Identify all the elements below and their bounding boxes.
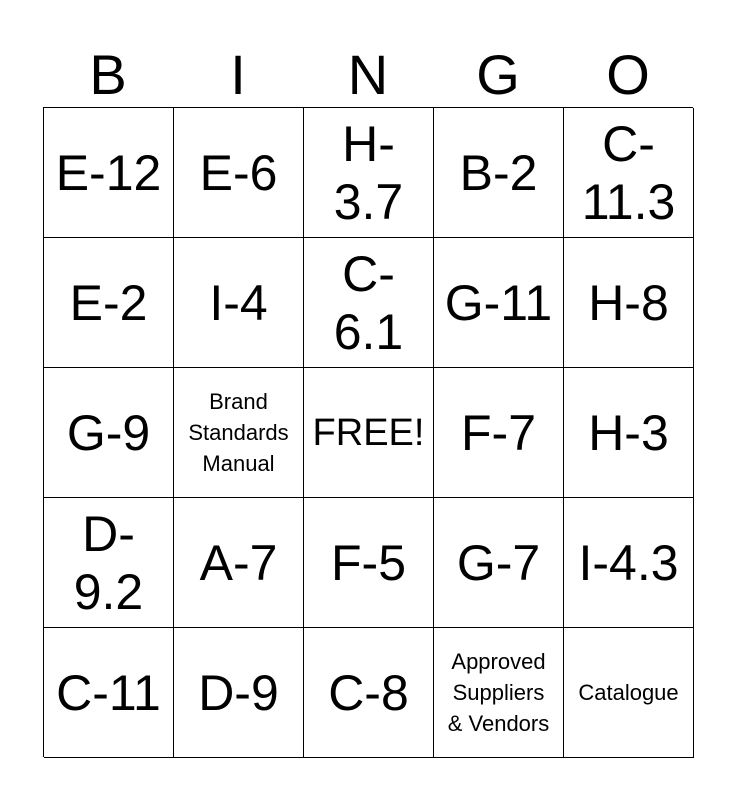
cell-label: C- 11.3 — [581, 115, 676, 230]
cell-label: H- 3.7 — [333, 115, 404, 230]
cell-label: G-9 — [66, 404, 151, 461]
bingo-cell-r5-c3[interactable] — [304, 628, 434, 758]
bingo-cell-r2-c5[interactable] — [564, 238, 694, 368]
cell-label: H-8 — [588, 274, 669, 331]
bingo-cell-r4-c5[interactable] — [564, 498, 694, 628]
bingo-cell-r1-c5[interactable] — [564, 108, 694, 238]
cell-label: E-6 — [199, 144, 278, 201]
cell-label: Brand Standards Manual — [188, 389, 289, 476]
cell-label: Catalogue — [578, 680, 679, 705]
bingo-cell-r2-c4[interactable] — [434, 238, 564, 368]
cell-label: Approved Suppliers & Vendors — [447, 649, 550, 736]
cell-label: D-9 — [198, 664, 279, 721]
bingo-cell-r4-c2[interactable] — [174, 498, 304, 628]
bingo-cell-r1-c3[interactable] — [304, 108, 434, 238]
cell-label: G-7 — [456, 534, 541, 591]
bingo-cell-r1-c2[interactable] — [174, 108, 304, 238]
free-space-label: FREE! — [312, 411, 425, 454]
bingo-cell-r3-c4[interactable] — [434, 368, 564, 498]
cell-label: E-12 — [55, 144, 162, 201]
bingo-cell-r4-c3[interactable] — [304, 498, 434, 628]
cell-label: B-2 — [459, 144, 538, 201]
bingo-cell-r1-c4[interactable] — [434, 108, 564, 238]
bingo-board — [43, 107, 693, 757]
cell-label: A-7 — [199, 534, 278, 591]
bingo-cell-r3-c5[interactable] — [564, 368, 694, 498]
bingo-header — [43, 40, 693, 108]
cell-label: E-2 — [69, 274, 148, 331]
bingo-cell-r4-c4[interactable] — [434, 498, 564, 628]
cell-label: C-8 — [328, 664, 409, 721]
bingo-cell-r5-c2[interactable] — [174, 628, 304, 758]
header-letter-o: O — [606, 43, 650, 106]
cell-label: H-3 — [588, 404, 669, 461]
bingo-cell-r4-c1[interactable] — [44, 498, 174, 628]
cell-label: I-4 — [209, 274, 268, 331]
cell-label: C-11 — [56, 664, 161, 721]
header-letter-g: G — [476, 43, 520, 106]
bingo-cell-r2-c3[interactable] — [304, 238, 434, 368]
free-space-cell[interactable] — [304, 368, 434, 498]
header-letter-n: N — [347, 43, 389, 106]
cell-label: F-7 — [461, 404, 536, 461]
bingo-cell-r5-c4[interactable] — [434, 628, 564, 758]
bingo-cell-r1-c1[interactable] — [44, 108, 174, 238]
bingo-cell-r3-c1[interactable] — [44, 368, 174, 498]
header-letter-b: B — [89, 43, 127, 106]
cell-label: F-5 — [331, 534, 406, 591]
cell-label: G-11 — [444, 274, 553, 331]
bingo-cell-r5-c1[interactable] — [44, 628, 174, 758]
bingo-cell-r2-c1[interactable] — [44, 238, 174, 368]
cell-label: D- 9.2 — [73, 505, 144, 620]
bingo-cell-r5-c5[interactable] — [564, 628, 694, 758]
bingo-cell-r3-c2[interactable] — [174, 368, 304, 498]
bingo-cell-r2-c2[interactable] — [174, 238, 304, 368]
header-letter-i: I — [230, 43, 246, 106]
cell-label: I-4.3 — [578, 534, 679, 591]
cell-label: C- 6.1 — [333, 245, 404, 360]
